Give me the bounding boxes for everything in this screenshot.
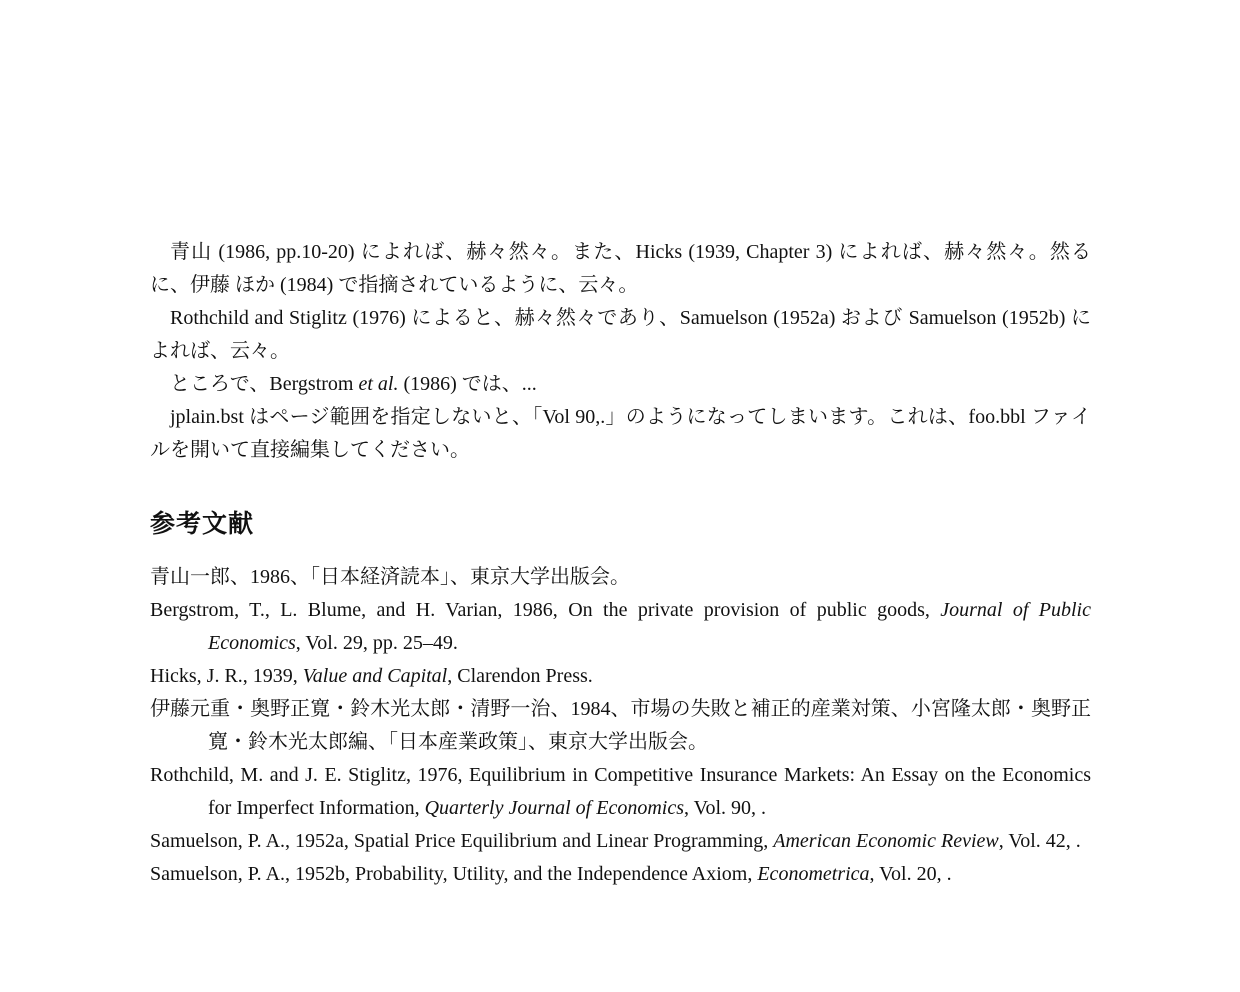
reference-text: , Vol. 29, pp. 25–49. <box>295 632 458 654</box>
reference-list <box>150 561 1091 891</box>
reference-item <box>150 759 1091 825</box>
reference-item <box>150 693 1091 759</box>
reference-text: Samuelson, P. A., 1952a, Spatial Price Equilibrium and Linear Programming, <box>150 830 774 852</box>
text-segment: ところで、Bergstrom <box>170 373 359 395</box>
reference-journal: American Economic Review <box>773 830 999 852</box>
reference-text: 伊藤元重・奥野正寛・鈴木光太郎・清野一治、1984、市場の失敗と補正的産業対策、小宮隆太郎・奥野正寛・鈴木光太郎編、「日本産業政策」、東京大学出版会。 <box>150 698 1091 753</box>
reference-text: , Vol. 42, . <box>998 830 1081 852</box>
reference-journal: Quarterly Journal of Economics <box>424 797 684 819</box>
reference-item <box>150 594 1091 660</box>
reference-text: , Vol. 90, . <box>683 797 767 819</box>
reference-journal: Econometrica <box>757 863 870 885</box>
reference-text: 青山一郎、1986、「日本経済読本」、東京大学出版会。 <box>150 566 630 588</box>
reference-text: Hicks, J. R., 1939, <box>150 665 303 687</box>
text-segment: (1986) では、... <box>398 373 537 395</box>
reference-title: Value and Capital <box>302 665 448 687</box>
document-page <box>150 236 1091 891</box>
reference-journal: Journal of Public Economics <box>208 599 1091 654</box>
reference-text: , Clarendon Press. <box>447 665 593 687</box>
body-paragraph: Rothchild and Stiglitz (1976) によると、赫々然々であり、Samuelson (1952a) および Samuelson (1952b) によれば、云々。 <box>150 307 1091 362</box>
italic-text: et al. <box>358 373 399 395</box>
reference-text: Bergstrom, T., L. Blume, and H. Varian, 1986, On the private provision of public goods, <box>150 599 941 621</box>
body-paragraph: jplain.bst はページ範囲を指定しないと、「Vol 90,.」のようになってしまいます。これは、foo.bbl ファイルを開いて直接編集してください。 <box>150 406 1091 461</box>
reference-item <box>150 660 1091 693</box>
body-paragraph <box>150 368 1091 401</box>
references-heading: 参考文献 <box>150 509 255 538</box>
reference-item <box>150 561 1091 594</box>
reference-text: , Vol. 20, . <box>869 863 952 885</box>
reference-item <box>150 825 1091 858</box>
reference-text: Samuelson, P. A., 1952b, Probability, Utility, and the Independence Axiom, <box>150 863 758 885</box>
reference-item <box>150 858 1091 891</box>
reference-text: Rothchild, M. and J. E. Stiglitz, 1976, Equilibrium in Competitive Insurance Markets: An Essay on the Economics for Imperfect Information, <box>150 764 1091 819</box>
body-paragraph: 青山 (1986, pp.10-20) によれば、赫々然々。また、Hicks (1939, Chapter 3) によれば、赫々然々。然るに、伊藤 ほか (1984) で指摘されているように、云々。 <box>150 241 1091 296</box>
